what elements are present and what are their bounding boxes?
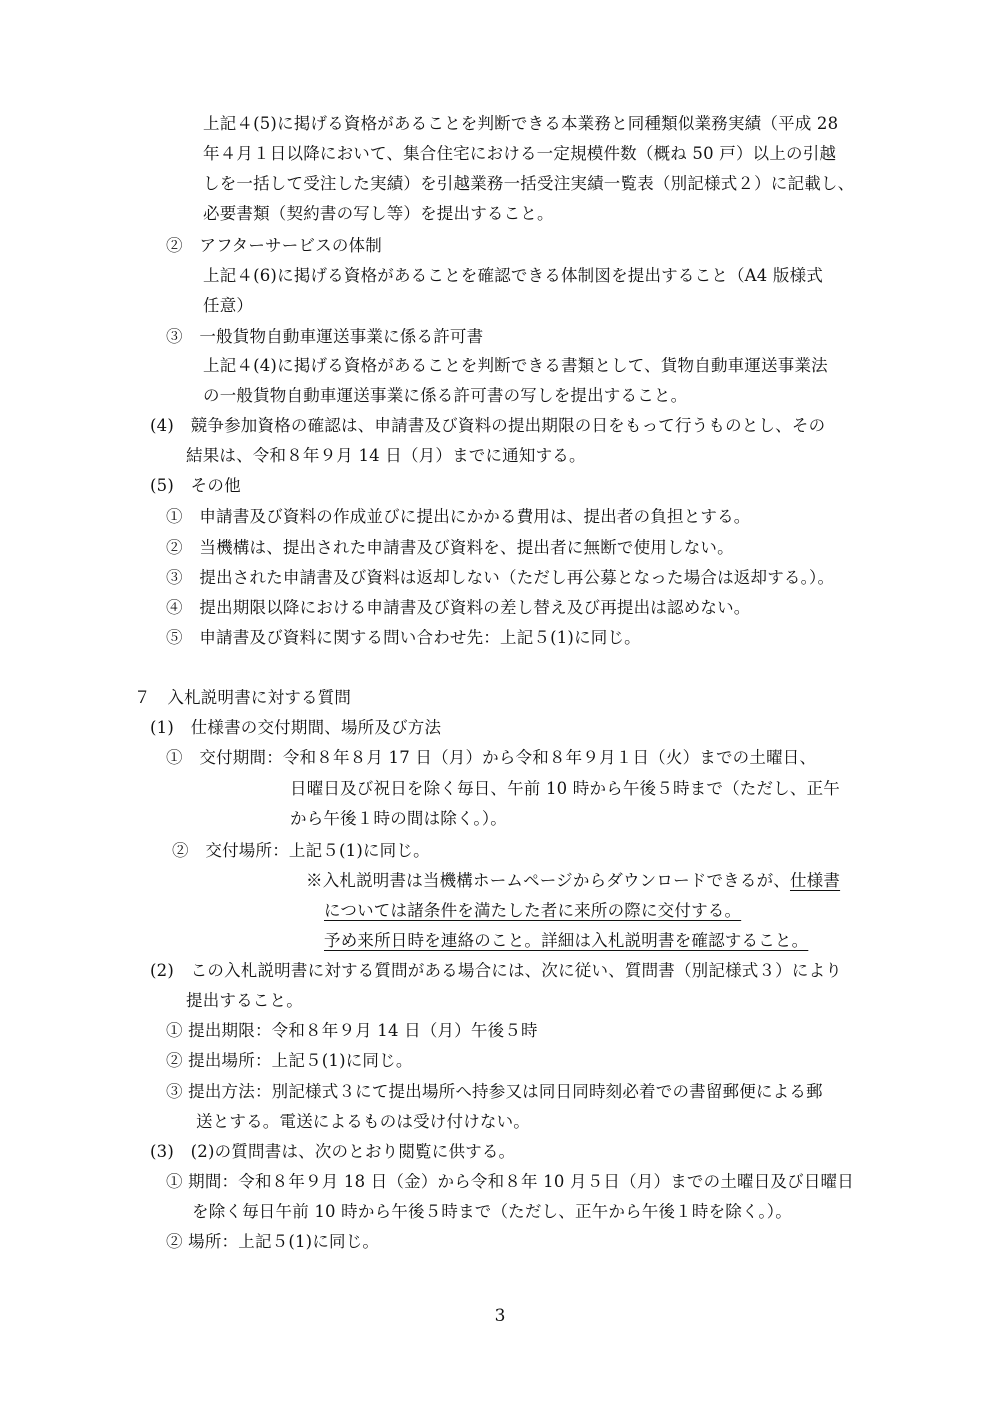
text-line <box>166 1170 854 1194</box>
text-line <box>172 839 430 863</box>
text-segment: しを一括して受注した実績）を引越業務一括受注実績一覧表（別記様式２）に記載し、 <box>203 174 855 193</box>
text-segment: 上記４(5)に掲げる資格があることを判断できる本業務と同種類似業務実績（平成 28 <box>203 114 839 133</box>
text-line <box>150 716 441 740</box>
text-segment: (5) その他 <box>150 476 241 495</box>
text-line <box>150 474 241 498</box>
text-segment: ７ 入札説明書に対する質問 <box>134 688 352 707</box>
text-segment: (3) (2)の質問書は、次のとおり閲覧に供する。 <box>150 1142 516 1161</box>
text-segment: (1) 仕様書の交付期間、場所及び方法 <box>150 718 442 737</box>
text-segment: ② 提出場所：上記５(1)に同じ。 <box>166 1051 413 1070</box>
text-segment: ① 期間：令和８年９月 18 日（金）から令和８年 10 月５日（月）までの土曜日及び日曜日 <box>166 1172 854 1191</box>
text-segment: の一般貨物自動車運送事業に係る許可書の写しを提出すること。 <box>203 386 688 405</box>
text-line <box>203 354 828 378</box>
text-line <box>166 596 751 620</box>
page-number: 3 <box>494 1306 506 1326</box>
text-line <box>192 1200 792 1224</box>
text-segment: 提出すること。 <box>186 991 303 1010</box>
text-line <box>166 1019 538 1043</box>
underlined-text: 予め来所日時を連絡のこと。詳細は入札説明書を確認すること。 <box>324 931 809 950</box>
text-line <box>166 1080 823 1104</box>
text-segment: ③ 一般貨物自動車運送事業に係る許可書 <box>166 327 484 346</box>
text-segment: ② 場所：上記５(1)に同じ。 <box>166 1232 380 1251</box>
text-line <box>166 536 734 560</box>
underlined-text: については諸条件を満たした者に来所の際に交付する。 <box>324 901 742 920</box>
text-segment: ④ 提出期限以降における申請書及び資料の差し替え及び再提出は認めない。 <box>166 598 751 617</box>
text-segment: ① 交付期間：令和８年８月 17 日（月）から令和８年９月１日（火）までの土曜日、 <box>166 748 817 767</box>
text-line <box>203 384 687 408</box>
text-segment: ② 交付場所：上記５(1)に同じ。 <box>172 841 430 860</box>
text-line <box>186 989 303 1013</box>
text-segment: (2) この入札説明書に対する質問がある場合には、次に従い、質問書（別記様式３）により <box>150 961 842 980</box>
text-line <box>203 294 253 318</box>
text-line <box>150 1140 515 1164</box>
text-segment: 日曜日及び祝日を除く毎日、午前 10 時から午後５時まで（ただし、正午 <box>290 779 840 798</box>
text-segment: ③ 提出方法：別記様式３にて提出場所へ持参又は同日同時刻必着での書留郵便による郵 <box>166 1082 823 1101</box>
text-line <box>203 202 554 226</box>
text-line <box>166 1230 379 1254</box>
text-line <box>166 325 483 349</box>
text-line <box>166 505 751 529</box>
text-line <box>150 414 825 438</box>
text-line <box>290 807 507 831</box>
text-line <box>166 234 382 258</box>
text-segment: ⑤ 申請書及び資料に関する問い合わせ先：上記５(1)に同じ。 <box>166 628 641 647</box>
text-line <box>196 1110 530 1134</box>
text-line <box>166 746 816 770</box>
text-line <box>186 444 586 468</box>
text-segment: 任意） <box>203 296 254 315</box>
text-line <box>203 112 838 136</box>
text-segment: 必要書類（契約書の写し等）を提出すること。 <box>203 204 554 223</box>
text-segment: ① 申請書及び資料の作成並びに提出にかかる費用は、提出者の負担とする。 <box>166 507 751 526</box>
underlined-text: 仕様書 <box>789 871 841 890</box>
text-line <box>134 686 351 710</box>
text-segment: ② アフターサービスの体制 <box>166 236 382 255</box>
text-segment: 上記４(6)に掲げる資格があることを確認できる体制図を提出すること（A4 版様式 <box>203 266 824 285</box>
text-line <box>290 777 840 801</box>
text-segment: ※入札説明書は当機構ホームページからダウンロードできるが、 <box>306 871 790 890</box>
text-line <box>324 899 741 923</box>
text-line <box>203 264 823 288</box>
text-segment: を除く毎日午前 10 時から午後５時まで（ただし、正午から午後１時を除く。）。 <box>192 1202 792 1221</box>
text-segment: 上記４(4)に掲げる資格があることを判断できる書類として、貨物自動車運送事業法 <box>203 356 828 375</box>
text-line <box>203 172 854 196</box>
text-line <box>324 929 808 953</box>
text-segment: ③ 提出された申請書及び資料は返却しない（ただし再公募となった場合は返却する。）。 <box>166 568 835 587</box>
text-segment: (4) 競争参加資格の確認は、申請書及び資料の提出期限の日をもって行うものとし、その <box>150 416 826 435</box>
text-line <box>203 142 836 166</box>
text-line <box>166 626 641 650</box>
text-segment: ① 提出期限：令和８年９月 14 日（月）午後５時 <box>166 1021 538 1040</box>
text-segment: から午後１時の間は除く。）。 <box>290 809 507 828</box>
text-segment: 結果は、令和８年９月 14 日（月）までに通知する。 <box>186 446 586 465</box>
text-line <box>166 566 834 590</box>
text-segment: 送とする。電送によるものは受け付けない。 <box>196 1112 530 1131</box>
text-line <box>150 959 842 983</box>
text-segment: 年４月１日以降において、集合住宅における一定規模件数（概ね 50 戸）以上の引越 <box>203 144 837 163</box>
text-line <box>306 869 840 893</box>
text-line <box>166 1049 413 1073</box>
text-segment: ② 当機構は、提出された申請書及び資料を、提出者に無断で使用しない。 <box>166 538 734 557</box>
